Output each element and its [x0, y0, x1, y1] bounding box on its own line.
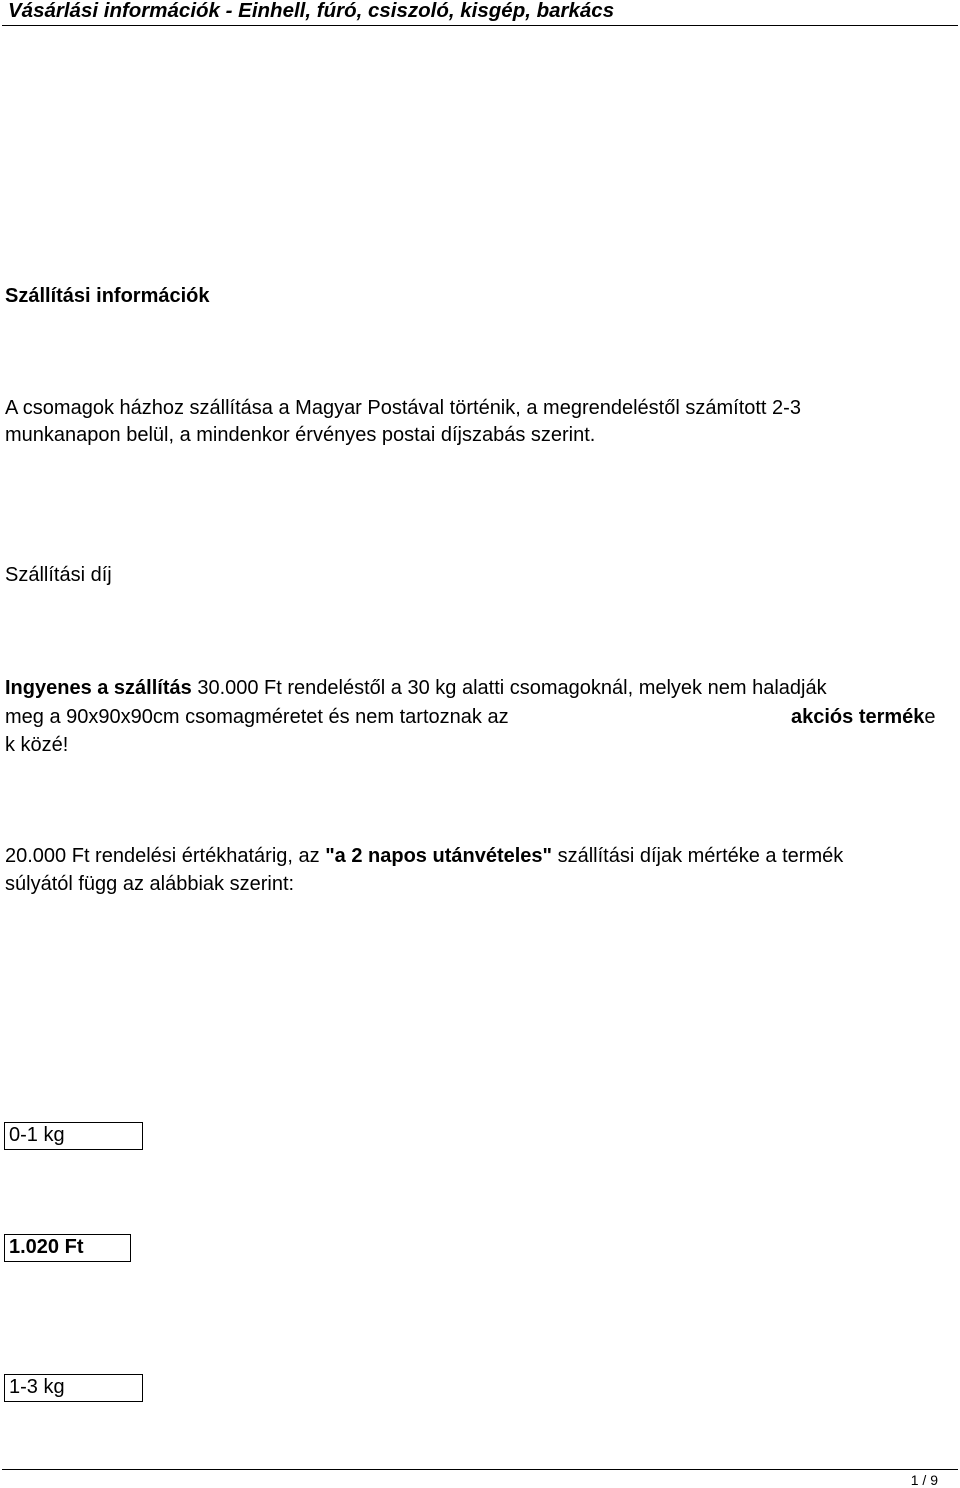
- shipping-info-heading: Szállítási információk: [5, 285, 210, 307]
- sale-products-tail: e: [924, 706, 936, 728]
- rate-price-0-1kg: 1.020 Ft: [4, 1234, 131, 1262]
- page-number: 1 / 9: [910, 1472, 938, 1488]
- footer-divider: [2, 1469, 958, 1470]
- cod-amount-text: 20.000 Ft rendelési értékhatárig, az: [5, 845, 326, 867]
- rate-weight-0-1kg: 0-1 kg: [4, 1122, 143, 1150]
- rate-weight-1-3kg: 1-3 kg: [4, 1374, 143, 1402]
- cod-label-bold: "a 2 napos utánvételes": [325, 845, 553, 867]
- cod-line-2: súlyától függ az alábbiak szerint:: [5, 873, 295, 895]
- shipping-info-line-2: munkanapon belül, a mindenkor érvényes postai díjszabás szerint.: [5, 424, 596, 446]
- sale-products-bold: akciós termék: [791, 706, 925, 728]
- document-title: Vásárlási információk - Einhell, fúró, csiszoló, kisgép, barkács: [8, 0, 615, 22]
- free-shipping-line-2-tail: [791, 704, 936, 730]
- free-shipping-bold: Ingyenes a szállítás: [5, 677, 192, 699]
- cod-line-1: [5, 843, 843, 869]
- free-shipping-line-1: [5, 675, 827, 701]
- cod-fee-text: szállítási díjak mértéke a termék: [552, 845, 844, 867]
- header-divider: [2, 25, 958, 26]
- free-shipping-line-3: k közé!: [5, 734, 69, 756]
- free-shipping-condition: 30.000 Ft rendeléstől a 30 kg alatti csomagoknál, melyek nem haladják: [191, 677, 827, 699]
- shipping-fee-heading: Szállítási díj: [5, 564, 112, 586]
- free-shipping-line-2: meg a 90x90x90cm csomagméretet és nem tartoznak az: [5, 706, 509, 728]
- shipping-info-line-1: A csomagok házhoz szállítása a Magyar Postával történik, a megrendeléstől számított 2-3: [5, 397, 801, 419]
